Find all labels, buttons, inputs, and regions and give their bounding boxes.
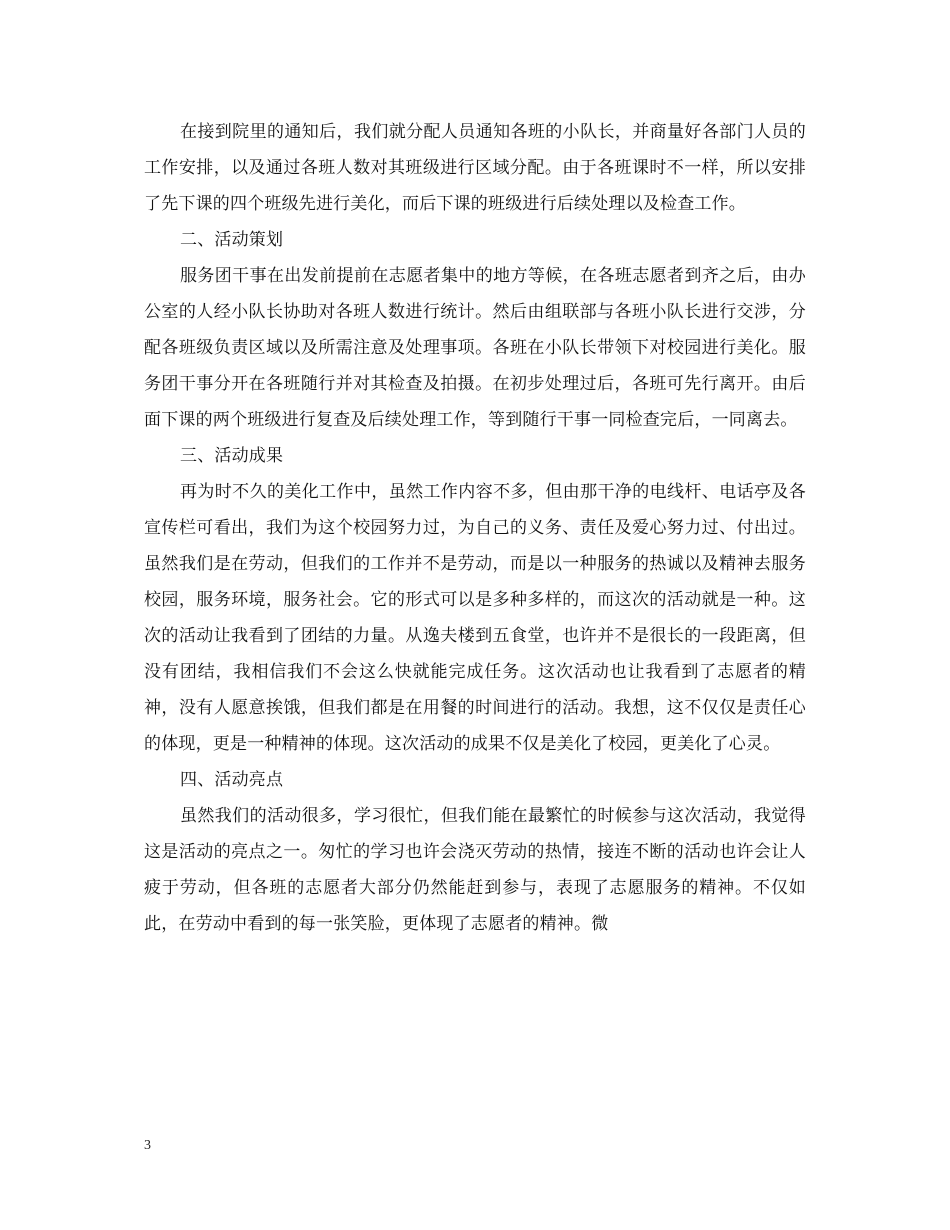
paragraph-activity-highlights: 虽然我们的活动很多，学习很忙，但我们能在最繁忙的时候参与这次活动，我觉得这是活动的亮点之一。匆忙的学习也许会浇灭劳动的热情，接连不断的活动也许会让人疲于劳动，但各班的志愿者大部分仍然能赶到参与，表现了志愿服务的精神。不仅如此，在劳动中看到的每一张笑脸，更体现了志愿者的精神。微: [144, 806, 806, 934]
heading-activity-results: 三、活动成果: [180, 446, 284, 466]
paragraph-activity-results: 再为时不久的美化工作中，虽然工作内容不多，但由那干净的电线杆、电话亭及各宣传栏可看出，我们为这个校园努力过，为自己的义务、责任及爱心努力过、付出过。虽然我们是在劳动，但我们的工作并不是劳动，而是以一种服务的热诚以及精神去服务校园，服务环境，服务社会。它的形式可以是多种多样的，而这次的活动就是一种。这次的活动让我看到了团结的力量。从逸夫楼到五食堂，也许并不是很长的一段距离，但没有团结，我相信我们不会这么快就能完成任务。这次活动也让我看到了志愿者的精神，没有人愿意挨饿，但我们都是在用餐的时间进行的活动。我想，这不仅仅是责任心的体现，更是一种精神的体现。这次活动的成果不仅是美化了校园，更美化了心灵。: [144, 482, 806, 754]
page-number: 3: [144, 1138, 151, 1153]
paragraph-activity-planning: 服务团干事在出发前提前在志愿者集中的地方等候，在各班志愿者到齐之后，由办公室的人经小队长协助对各班人数进行统计。然后由组联部与各班小队长进行交涉，分配各班级负责区域以及所需注意及处理事项。各班在小队长带领下对校园进行美化。服务团干事分开在各班随行并对其检查及拍摄。在初步处理过后，各班可先行离开。由后面下课的两个班级进行复查及后续处理工作，等到随行干事一同检查完后，一同离去。: [144, 266, 806, 430]
document-body: [144, 114, 806, 942]
heading-activity-planning: 二、活动策划: [180, 230, 284, 250]
heading-activity-highlights: 四、活动亮点: [180, 770, 284, 790]
paragraph-intro: 在接到院里的通知后，我们就分配人员通知各班的小队长，并商量好各部门人员的工作安排，以及通过各班人数对其班级进行区域分配。由于各班课时不一样，所以安排了先下课的四个班级先进行美化，而后下课的班级进行后续处理以及检查工作。: [144, 122, 806, 214]
